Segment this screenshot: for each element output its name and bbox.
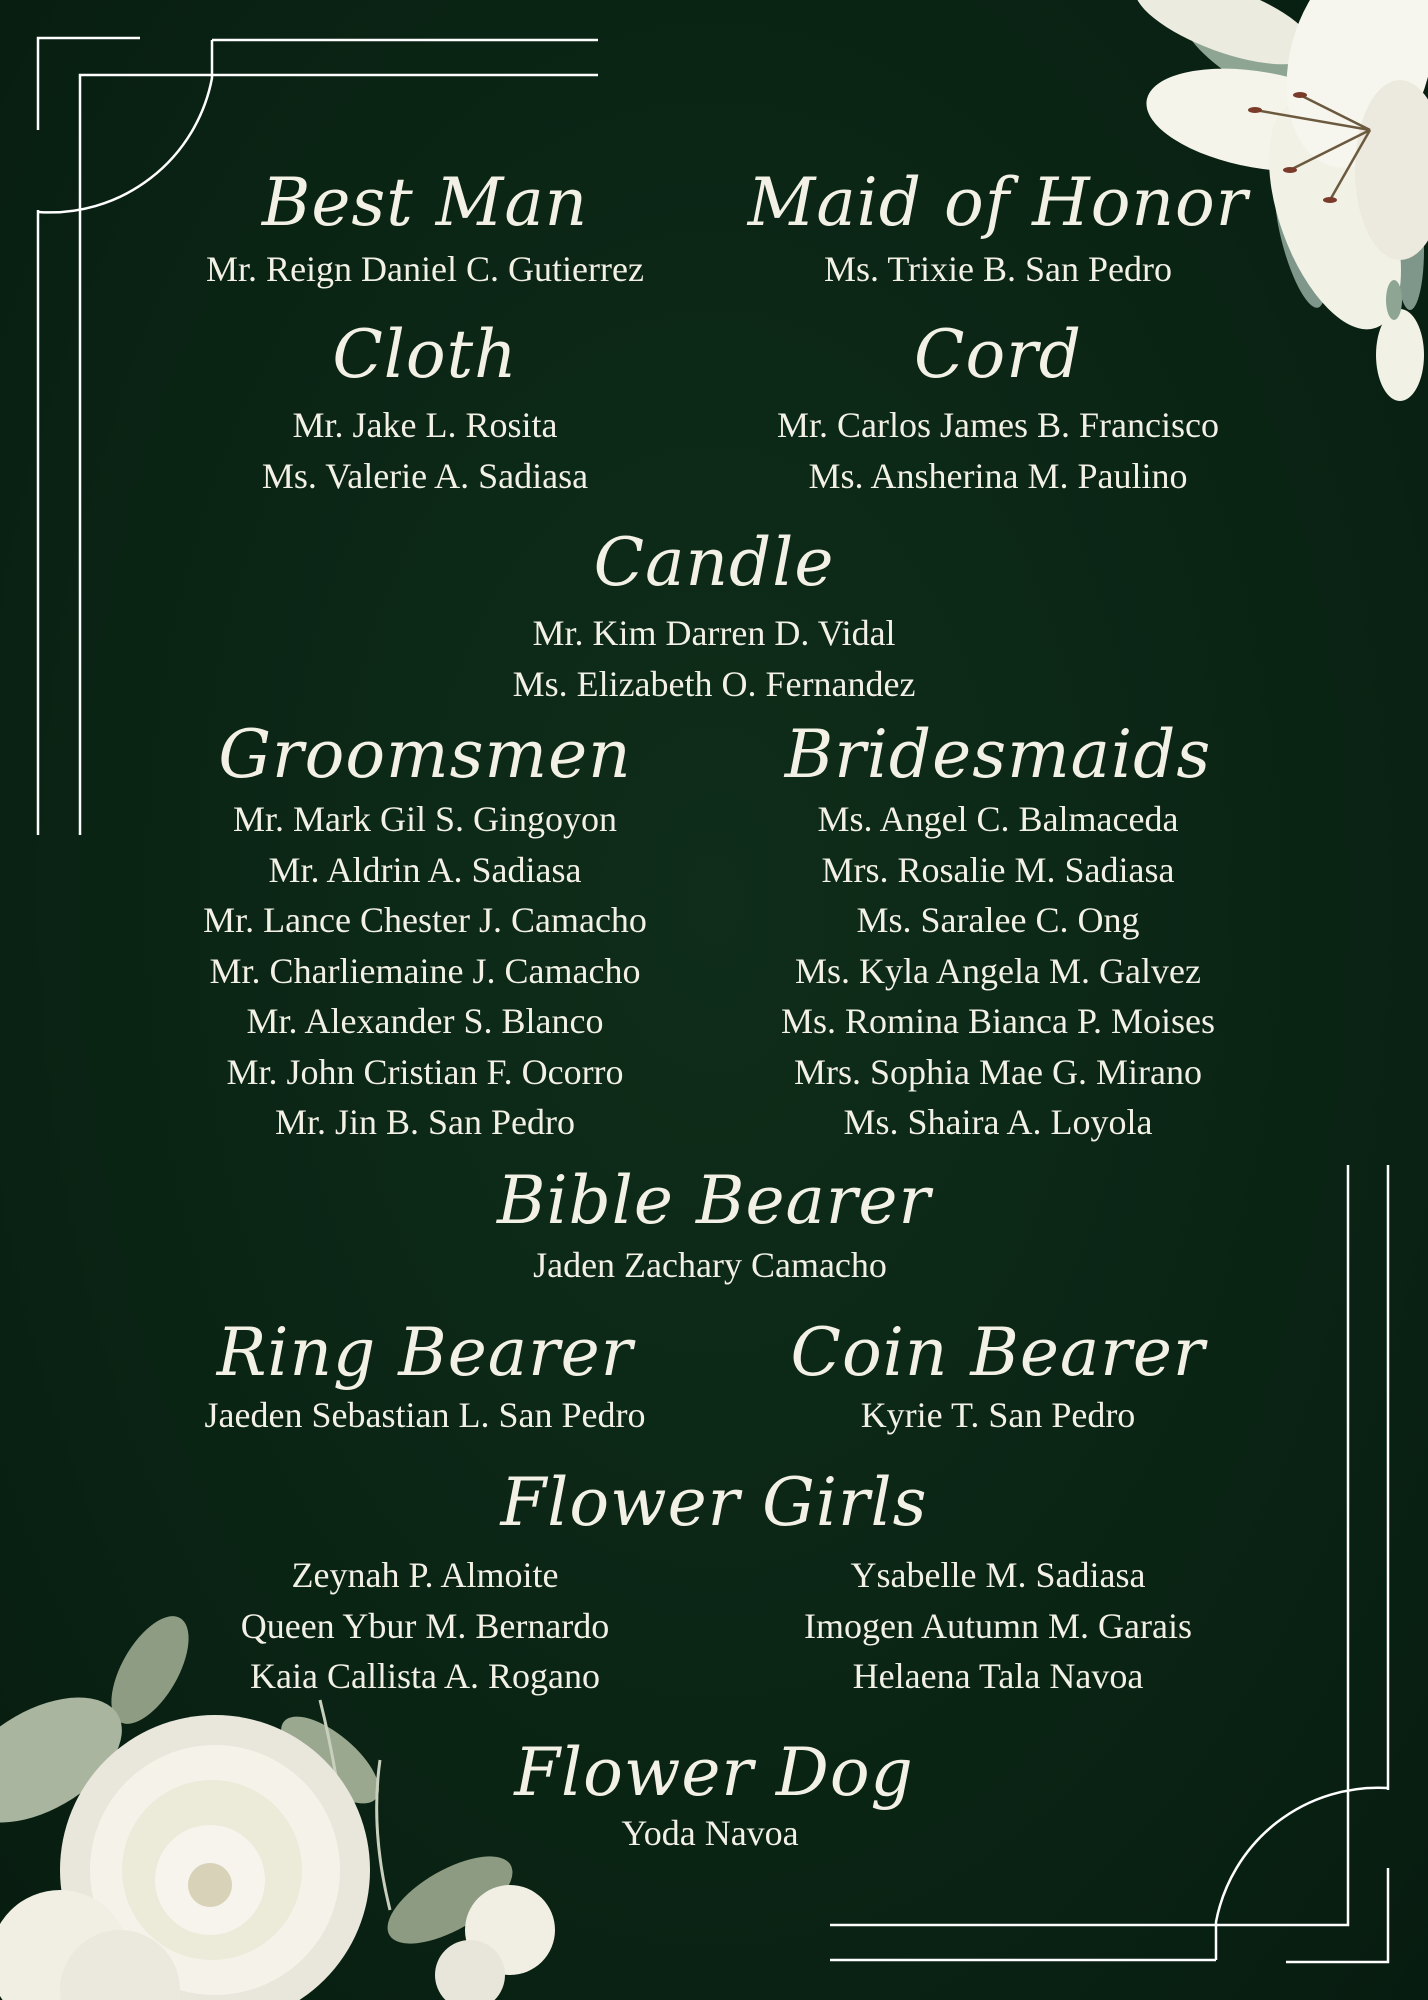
name-line: Mr. Carlos James B. Francisco (777, 405, 1219, 445)
flower-dog-names (0, 1808, 1420, 1859)
name-line: Ysabelle M. Sadiasa (850, 1555, 1146, 1595)
flower-dog-heading: Flower Dog (514, 1734, 914, 1811)
name-line: Ms. Elizabeth O. Fernandez (512, 663, 916, 704)
name-line: Mrs. Sophia Mae G. Mirano (794, 1051, 1202, 1092)
name-line: Mr. Charliemaine J. Camacho (209, 950, 641, 991)
name-line: Ms. Romina Bianca P. Moises (780, 1001, 1215, 1041)
name-line: Ms. Shaira A. Loyola (843, 1102, 1153, 1142)
name-line: Mr. Reign Daniel C. Gutierrez (206, 249, 644, 289)
flower-girls-names-right (648, 1550, 1348, 1702)
candle-heading: Candle (593, 524, 835, 601)
candle-names (0, 608, 1428, 709)
bridesmaids-names (648, 794, 1348, 1148)
groomsmen-heading: Groomsmen (218, 716, 632, 793)
name-line: Ms. Saralee C. Ong (856, 900, 1140, 940)
name-line: Jaden Zachary Camacho (533, 1245, 887, 1285)
name-line: Mr. Mark Gil S. Gingoyon (232, 799, 617, 839)
name-line: Mr. Kim Darren D. Vidal (532, 613, 896, 653)
best-man-heading: Best Man (261, 164, 589, 241)
coin-bearer-heading: Coin Bearer (790, 1314, 1206, 1391)
ring-bearer-heading: Ring Bearer (216, 1314, 634, 1391)
name-line: Kyrie T. San Pedro (860, 1395, 1136, 1435)
name-line: Zeynah P. Almoite (291, 1555, 559, 1595)
name-line: Mr. John Cristian F. Ocorro (226, 1051, 624, 1092)
name-line: Imogen Autumn M. Garais (804, 1605, 1192, 1646)
coin-bearer-names (648, 1390, 1348, 1441)
name-line: Mr. Jin B. San Pedro (274, 1102, 576, 1142)
name-line: Mr. Lance Chester J. Camacho (203, 900, 647, 940)
name-line: Jaeden Sebastian L. San Pedro (204, 1395, 646, 1435)
name-line: Ms. Kyla Angela M. Galvez (795, 950, 1201, 991)
name-line: Ms. Ansherina M. Paulino (808, 455, 1188, 496)
maid-of-honor-names (648, 244, 1348, 295)
flower-girls-heading: Flower Girls (500, 1464, 928, 1541)
name-line: Mr. Alexander S. Blanco (246, 1001, 604, 1041)
name-line: Mr. Aldrin A. Sadiasa (268, 849, 582, 890)
name-line: Mrs. Rosalie M. Sadiasa (821, 849, 1175, 890)
maid-of-honor-heading: Maid of Honor (747, 164, 1249, 241)
bridesmaids-heading: Bridesmaids (784, 716, 1212, 793)
cloth-heading: Cloth (332, 316, 518, 393)
name-line: Ms. Angel C. Balmaceda (817, 799, 1179, 839)
name-line: Helaena Tala Navoa (852, 1656, 1144, 1696)
cord-heading: Cord (913, 316, 1083, 393)
name-line: Yoda Navoa (621, 1813, 799, 1853)
name-line: Ms. Trixie B. San Pedro (823, 249, 1173, 289)
name-line: Ms. Valerie A. Sadiasa (261, 455, 589, 496)
name-line: Queen Ybur M. Bernardo (240, 1605, 610, 1646)
name-line: Mr. Jake L. Rosita (292, 405, 558, 445)
cord-names (648, 400, 1348, 501)
bible-bearer-names (0, 1240, 1420, 1291)
bible-bearer-heading: Bible Bearer (496, 1162, 932, 1239)
name-line: Kaia Callista A. Rogano (250, 1656, 600, 1696)
